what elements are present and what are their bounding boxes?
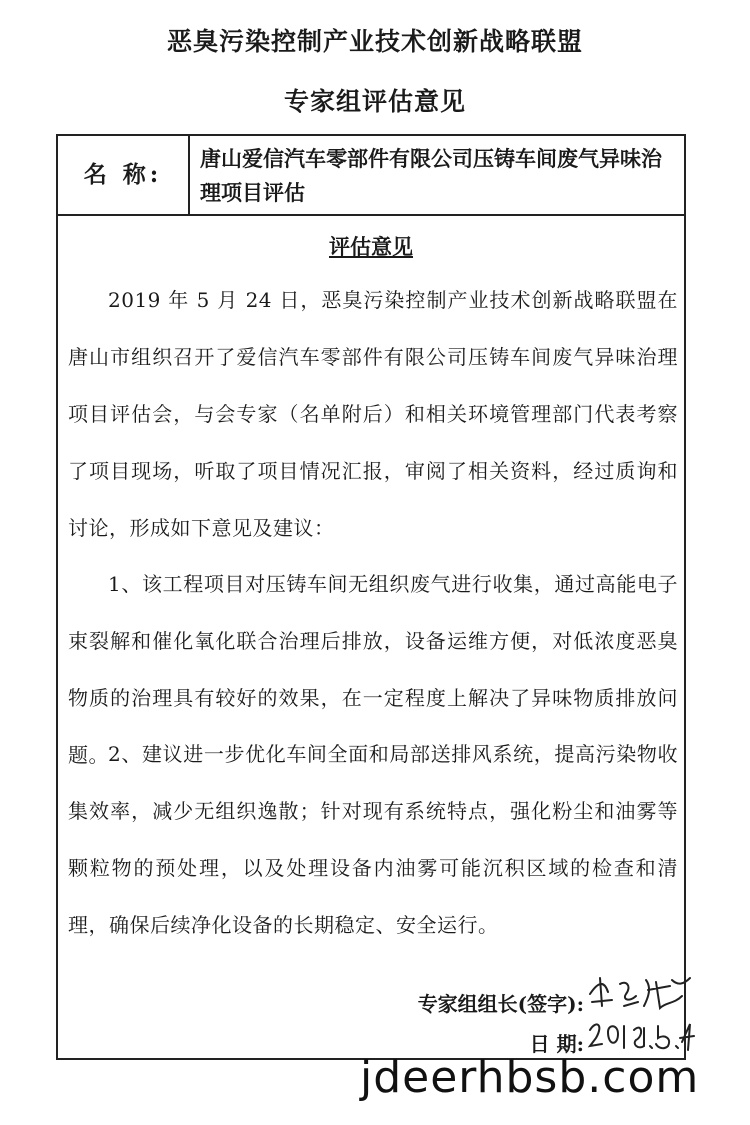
watermark: jdeerhbsb.com xyxy=(360,1052,700,1103)
date-label: 日 期: xyxy=(529,1032,584,1056)
section-title: 评估意见 xyxy=(329,234,413,259)
document-subtitle: 专家组评估意见 xyxy=(283,87,466,116)
document-title: 恶臭污染控制产业技术创新战略联盟 xyxy=(166,27,583,56)
paragraph-opinion-2: 2、建议进一步优化车间全面和局部送排风系统，提高污染物收集效率，减少无组织逸散；针对现有系统特点，强化粉尘和油雾等颗粒物的预处理，以及处理设备内油雾可能沉积区域的检查和清理，确保后续净化设备的长期稳定、安全运行。 xyxy=(68,742,678,937)
opinion-table xyxy=(56,134,686,1060)
paragraph-intro: 2019 年 5 月 24 日，恶臭污染控制产业技术创新战略联盟在唐山市组织召开了爱信汽车零部件有限公司压铸车间废气异味治理项目评估会，与会专家（名单附后）和相关环境管理部门代表考察了项目现场，听取了项目情况汇报，审阅了相关资料，经过质询和讨论，形成如下意见及建议： xyxy=(68,288,678,540)
name-row xyxy=(58,136,684,216)
handwritten-date-icon xyxy=(586,1016,696,1054)
paragraph-opinion-1: 1、该工程项目对压铸车间无组织废气进行收集，通过高能电子束裂解和催化氧化联合治理后排放，设备运维方便，对低浓度恶臭物质的治理具有较好的效果，在一定程度上解决了异味物质排放问题。 xyxy=(68,572,678,767)
handwritten-signature-icon xyxy=(586,972,696,1012)
project-name: 唐山爱信汽车零部件有限公司压铸车间废气异味治理项目评估 xyxy=(200,146,662,205)
leader-signature-label: 专家组组长(签字): xyxy=(417,992,584,1016)
name-label: 名 称: xyxy=(58,136,190,214)
